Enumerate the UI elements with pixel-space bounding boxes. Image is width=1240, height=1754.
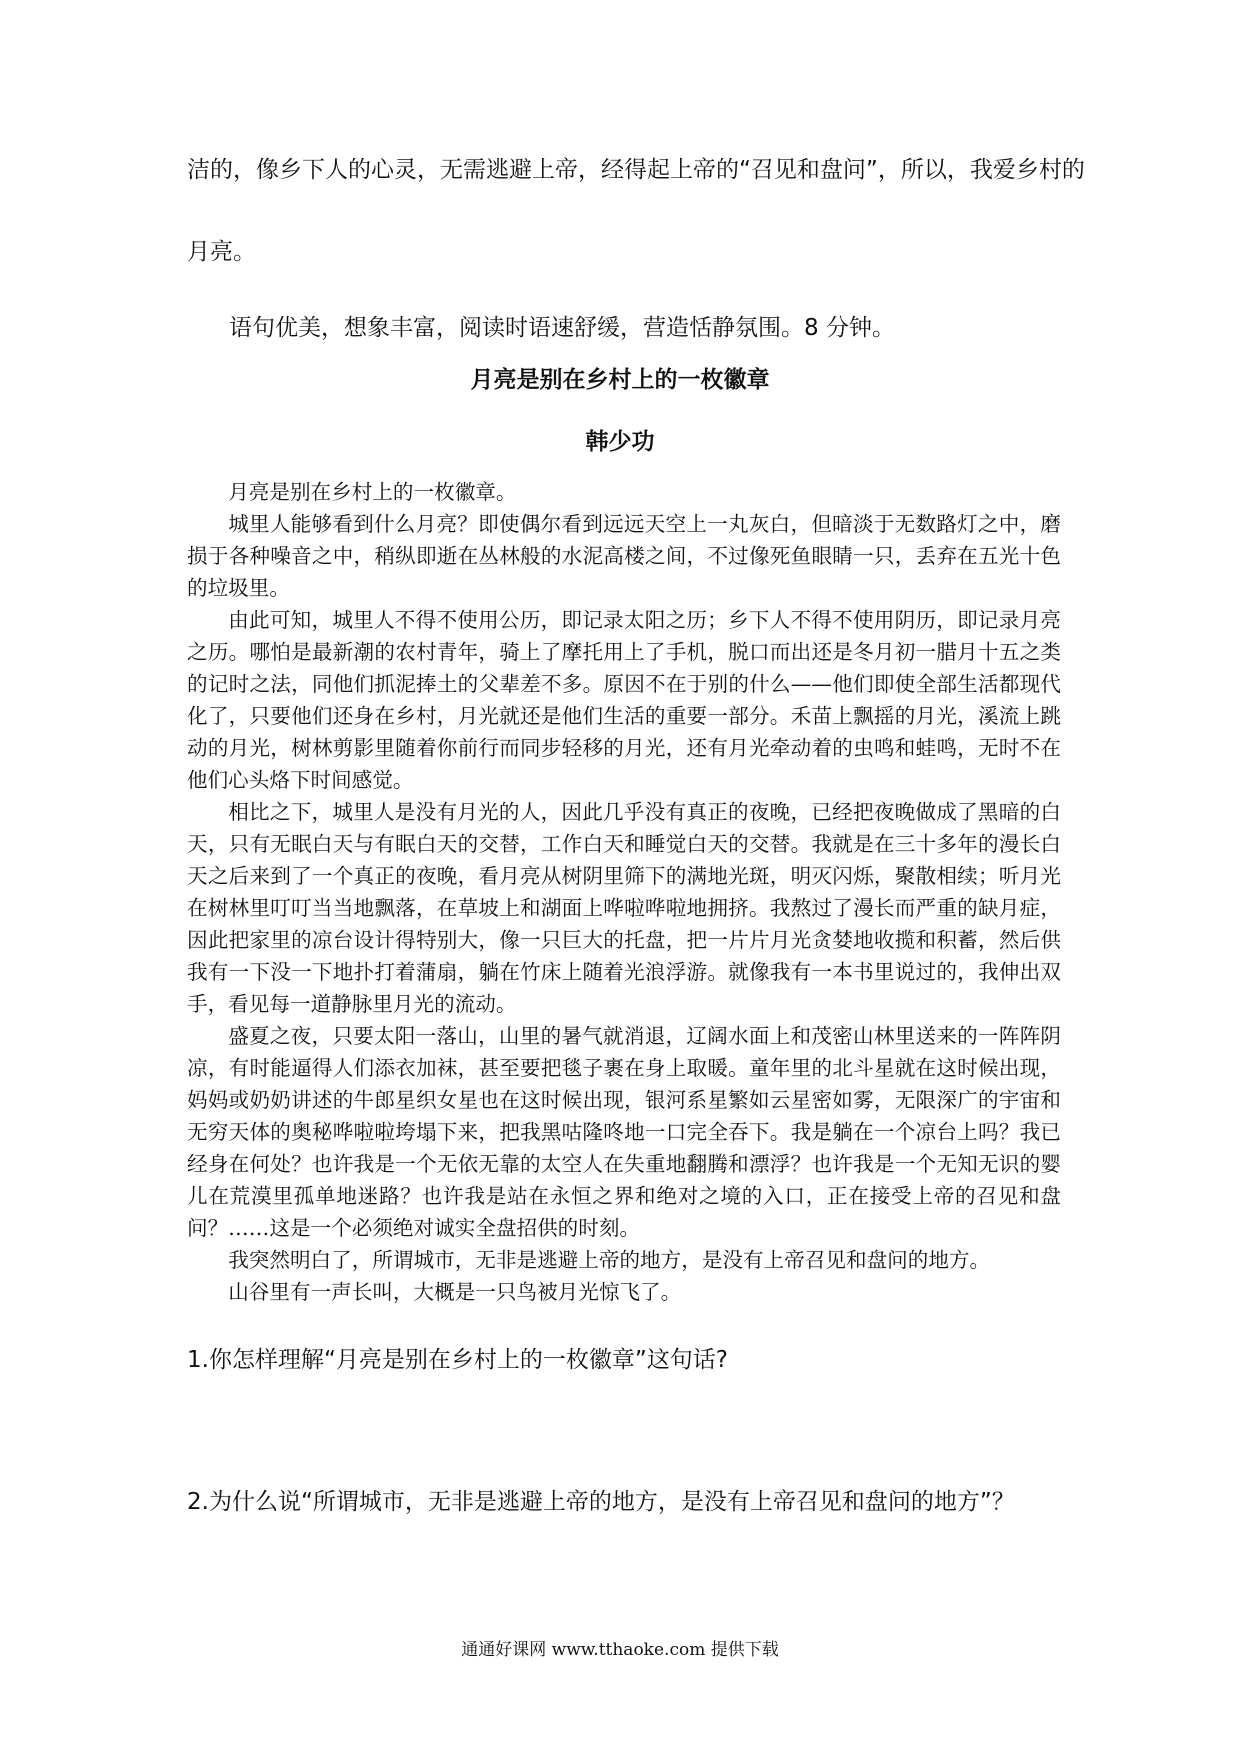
article-title: 月亮是别在乡村上的一枚徽章 (470, 367, 770, 393)
continuation-line-1: 洁的，像乡下人的心灵，无需逃避上帝，经得起上帝的“召见和盘问”，所以，我爱乡村的 (187, 157, 1085, 183)
continuation-line-2: 月亮。 (187, 239, 256, 265)
article-paragraph-7: 山谷里有一声长叫，大概是一只鸟被月光惊飞了。 (228, 1280, 682, 1304)
question-2: 2.为什么说“所谓城市，无非是逃避上帝的地方，是没有上帝召见和盘问的地方”？ (187, 1489, 1015, 1515)
article-paragraph-5: 盛夏之夜，只要太阳一落山，山里的暑气就消退，辽阔水面上和茂密山林里送来的一阵阵阴凉，有时能逼得人们添衣加袜，甚至要把毯子裹在身上取暖。童年里的北斗星就在这时候出现，妈妈或奶奶讲述的牛郎星织女星也在这时候出现，银河系星繁如云星密如雾，无限深广的宇宙和无穷天体的奥秘哗啦啦垮塌下来，把我黑咕隆咚地一口完全吞下。我是躺在一个凉台上吗？我已经身在何处？也许我是一个无依无靠的太空人在失重地翻腾和漂浮？也许我是一个无知无识的婴儿在荒漠里孤单地迷路？也许我是站在永恒之界和绝对之境的入口，正在接受上帝的召见和盘问？……这是一个必须绝对诚实全盘招供的时刻。 (187, 1024, 1061, 1240)
article-paragraph-2: 城里人能够看到什么月亮？即使偶尔看到远远天空上一丸灰白，但暗淡于无数路灯之中，磨损于各种噪音之中，稍纵即逝在丛林般的水泥高楼之间，不过像死鱼眼睛一只，丢弃在五光十色的垃圾里。 (187, 512, 1061, 600)
article-paragraph-1: 月亮是别在乡村上的一枚徽章。 (228, 480, 517, 504)
article-author: 韩少功 (585, 429, 655, 455)
article-paragraph-4: 相比之下，城里人是没有月光的人，因此几乎没有真正的夜晚，已经把夜晚做成了黑暗的白天，只有无眠白天与有眠白天的交替，工作白天和睡觉白天的交替。我就是在三十多年的漫长白天之后来到了一个真正的夜晚，看月亮从树阴里筛下的满地光斑，明灭闪烁，聚散相续；听月光在树林里叮叮当当地飘落，在草坡上和湖面上哗啦哗啦地拥挤。我熬过了漫长而严重的缺月症，因此把家里的凉台设计得特别大，像一只巨大的托盘，把一片片月光贪婪地收揽和积蓄，然后供我有一下没一下地扑打着蒲扇，躺在竹床上随着光浪浮游。就像我有一本书里说过的，我伸出双手，看见每一道静脉里月光的流动。 (187, 800, 1061, 1016)
reading-note: 语句优美，想象丰富，阅读时语速舒缓，营造恬静氛围。8 分钟。 (229, 315, 895, 341)
page-footer: 通通好课网 www.tthaoke.com 提供下载 (461, 1640, 779, 1660)
article-body (187, 476, 1061, 1308)
article-paragraph-3: 由此可知，城里人不得不使用公历，即记录太阳之历；乡下人不得不使用阴历，即记录月亮之历。哪怕是最新潮的农村青年，骑上了摩托用上了手机，脱口而出还是冬月初一腊月十五之类的记时之法，同他们抓泥捧土的父辈差不多。原因不在于别的什么——他们即使全部生活都现代化了，只要他们还身在乡村，月光就还是他们生活的重要一部分。禾苗上飘摇的月光，溪流上跳动的月光，树林剪影里随着你前行而同步轻移的月光，还有月光牵动着的虫鸣和蛙鸣，无时不在他们心头烙下时间感觉。 (187, 608, 1061, 792)
article-paragraph-6: 我突然明白了，所谓城市，无非是逃避上帝的地方，是没有上帝召见和盘问的地方。 (228, 1248, 991, 1272)
question-1: 1.你怎样理解“月亮是别在乡村上的一枚徽章”这句话? (187, 1347, 728, 1373)
previous-passage-ending (187, 150, 1085, 348)
